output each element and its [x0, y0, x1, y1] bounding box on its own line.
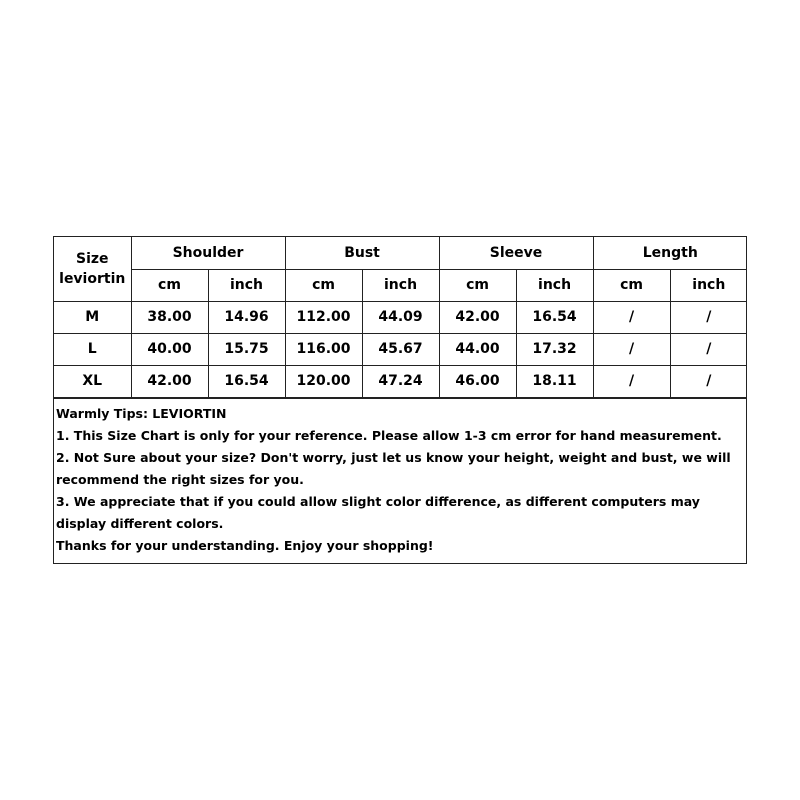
value-cell: 44.00 [439, 333, 516, 365]
value-cell: 116.00 [285, 333, 362, 365]
table-row [54, 365, 747, 397]
tip-line: 3. We appreciate that if you could allow slight color difference, as different computers may display different colors. [56, 493, 700, 531]
unit-header: cm [593, 269, 670, 301]
value-cell: 42.00 [439, 301, 516, 333]
value-cell: / [670, 365, 747, 397]
value-cell: / [593, 365, 670, 397]
size-cell: M [54, 301, 131, 333]
unit-header: inch [208, 269, 285, 301]
size-chart [53, 236, 747, 564]
unit-header: cm [131, 269, 208, 301]
value-cell: 112.00 [285, 301, 362, 333]
value-cell: 17.32 [516, 333, 593, 365]
value-cell: / [593, 333, 670, 365]
value-cell: 16.54 [516, 301, 593, 333]
tip-line: 1. This Size Chart is only for your reference. Please allow 1-3 cm error for hand measurement. [56, 427, 722, 443]
value-cell: 42.00 [131, 365, 208, 397]
size-table [54, 237, 747, 398]
value-cell: 120.00 [285, 365, 362, 397]
size-header-cell [54, 237, 131, 301]
value-cell: 14.96 [208, 301, 285, 333]
sleeve-header: Sleeve [439, 237, 593, 269]
tips-title: Warmly Tips: LEVIORTIN [56, 405, 227, 421]
shoulder-header: Shoulder [131, 237, 285, 269]
table-row [54, 301, 747, 333]
value-cell: 15.75 [208, 333, 285, 365]
unit-header: inch [516, 269, 593, 301]
value-cell: / [670, 333, 747, 365]
value-cell: 47.24 [362, 365, 439, 397]
size-cell: XL [54, 365, 131, 397]
length-header: Length [593, 237, 747, 269]
value-cell: / [593, 301, 670, 333]
header-row-units [54, 269, 747, 301]
tip-line: Thanks for your understanding. Enjoy your shopping! [56, 537, 434, 553]
header-row-groups [54, 237, 747, 269]
value-cell: 45.67 [362, 333, 439, 365]
value-cell: 16.54 [208, 365, 285, 397]
value-cell: / [670, 301, 747, 333]
unit-header: inch [670, 269, 747, 301]
value-cell: 18.11 [516, 365, 593, 397]
brand-header-label: leviortin [59, 270, 126, 287]
value-cell: 40.00 [131, 333, 208, 365]
unit-header: inch [362, 269, 439, 301]
value-cell: 46.00 [439, 365, 516, 397]
value-cell: 38.00 [131, 301, 208, 333]
bust-header: Bust [285, 237, 439, 269]
table-row [54, 333, 747, 365]
tips-section [54, 398, 746, 563]
size-cell: L [54, 333, 131, 365]
tip-line: 2. Not Sure about your size? Don't worry, just let us know your height, weight and bust, we will recommend the right sizes for you. [56, 449, 731, 487]
unit-header: cm [439, 269, 516, 301]
value-cell: 44.09 [362, 301, 439, 333]
size-header-label: Size [75, 250, 109, 267]
unit-header: cm [285, 269, 362, 301]
